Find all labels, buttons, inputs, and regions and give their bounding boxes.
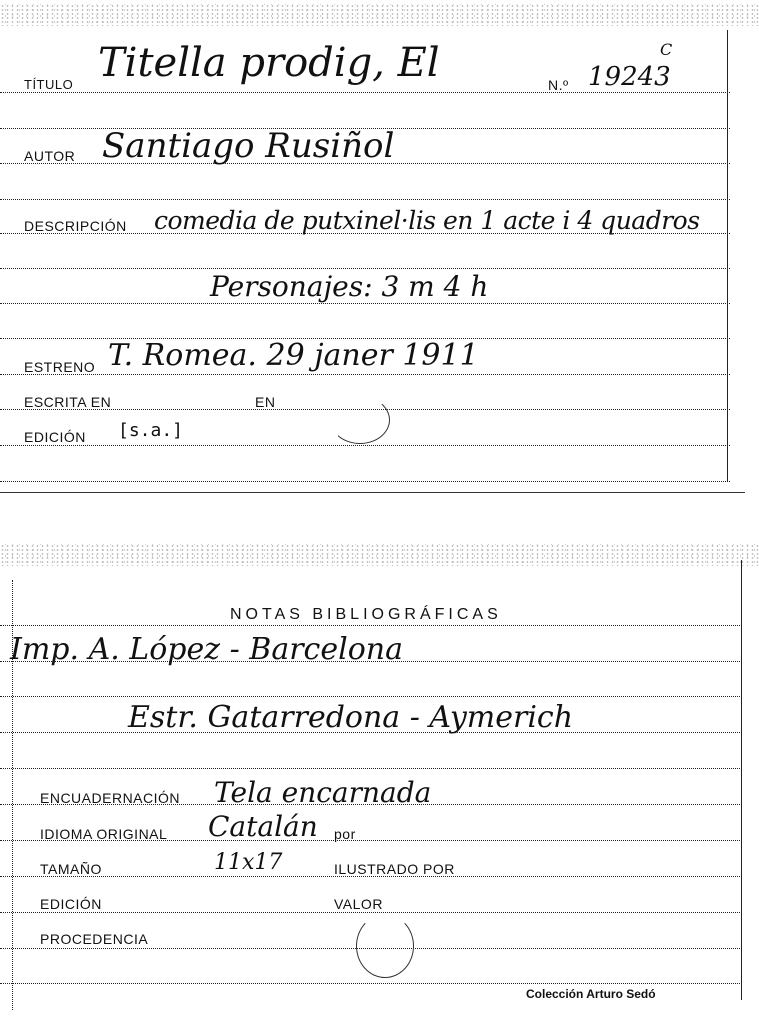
- titulo-value: Titella prodig, El: [98, 40, 440, 86]
- idioma-original-value: Catalán: [208, 810, 318, 843]
- note-line-2: Estr. Gatarredona - Aymerich: [128, 700, 574, 735]
- autor-value: Santiago Rusiñol: [102, 126, 395, 166]
- personajes-value: Personajes: 3 m 4 h: [210, 270, 489, 303]
- tamano-value: 11x17: [214, 850, 283, 875]
- rule-line: [0, 912, 742, 913]
- catalog-card-back: [0, 540, 759, 1028]
- notas-heading: NOTAS BIBLIOGRÁFICAS: [230, 606, 502, 623]
- collection-credit: Colección Arturo Sedó: [526, 987, 656, 1001]
- rule-line: [0, 374, 730, 375]
- stamp-mark: [330, 396, 390, 444]
- estreno-value: T. Romea. 29 janer 1911: [108, 338, 479, 373]
- label-edicion: EDICIÓN: [24, 429, 86, 445]
- encuadernacion-value: Tela encarnada: [214, 776, 432, 809]
- label-edicion: EDICIÓN: [40, 896, 102, 912]
- catalog-card-front: [0, 0, 759, 492]
- label-ilustrado-por: ILUSTRADO POR: [334, 861, 455, 877]
- label-numero: N.º: [548, 77, 569, 93]
- rule-line: [0, 268, 730, 269]
- rule-line: [0, 481, 730, 482]
- label-tamano: TAMAÑO: [40, 861, 102, 877]
- rule-line: [0, 625, 742, 626]
- numero-mark: C: [660, 40, 673, 59]
- rule-line: [0, 303, 730, 304]
- rule-line: [0, 199, 730, 200]
- label-estreno: ESTRENO: [24, 359, 96, 375]
- numero-value: 19243: [588, 62, 671, 92]
- rule-line: [0, 445, 730, 446]
- card-top-edge: [0, 544, 759, 566]
- edicion-value: [s.a.]: [118, 420, 184, 441]
- label-idioma-original: IDIOMA ORIGINAL: [40, 826, 168, 842]
- descripcion-value: comedia de putxinel·lis en 1 acte i 4 quadros: [154, 206, 700, 235]
- label-descripcion: DESCRIPCIÓN: [24, 218, 127, 234]
- label-procedencia: PROCEDENCIA: [40, 931, 149, 947]
- rule-line: [0, 768, 742, 769]
- label-escrita-en: ESCRITA EN: [24, 394, 112, 410]
- label-valor: VALOR: [334, 896, 383, 912]
- card-top-edge: [0, 4, 759, 26]
- label-encuadernacion: ENCUADERNACIÓN: [40, 790, 181, 806]
- label-titulo: TÍTULO: [24, 77, 74, 92]
- rule-line: [0, 983, 742, 984]
- card-separator: [0, 492, 745, 493]
- note-line-1: Imp. A. López - Barcelona: [10, 632, 403, 667]
- card-right-border: [727, 30, 728, 482]
- rule-line: [0, 92, 730, 93]
- label-por: por: [334, 826, 356, 842]
- stamp-mark: [356, 914, 414, 978]
- card-right-border: [741, 560, 742, 1000]
- label-autor: AUTOR: [24, 148, 76, 164]
- label-en: EN: [255, 394, 276, 410]
- rule-line: [0, 696, 742, 697]
